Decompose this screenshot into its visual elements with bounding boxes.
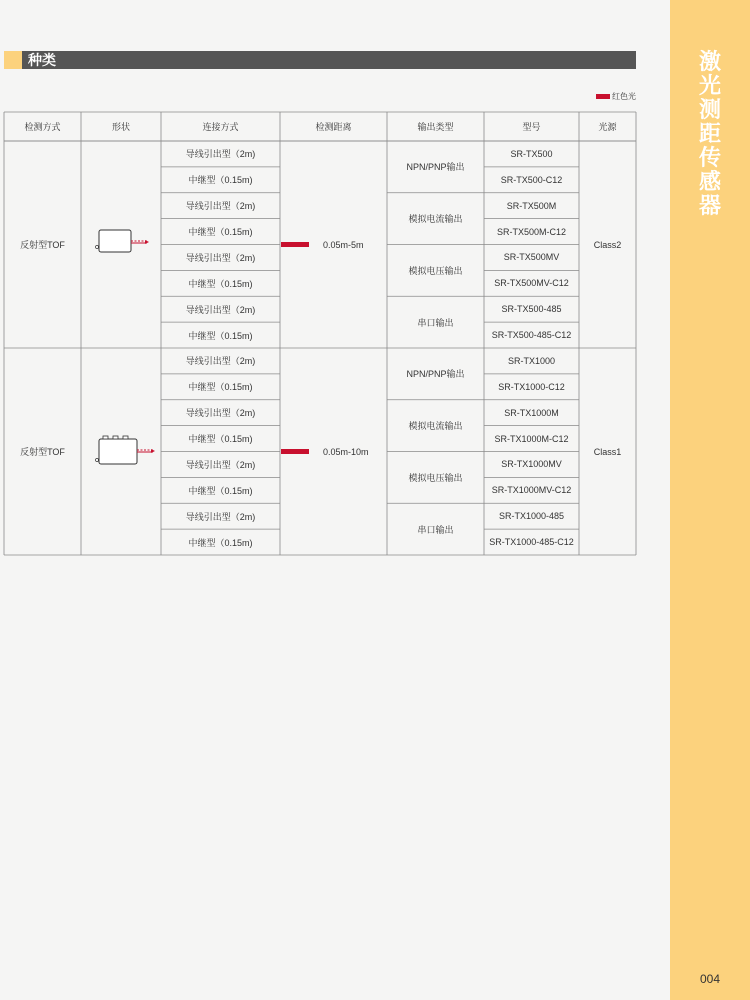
model-cell: SR-TX1000M [504, 407, 559, 418]
table-header-cell: 检测距离 [315, 122, 352, 132]
sidebar-title-char: 感 [698, 169, 721, 194]
page-number: 004 [699, 972, 721, 986]
model-cell: SR-TX1000MV [501, 459, 562, 470]
distance-red-bar [281, 449, 309, 454]
light-source-cell: Class1 [593, 446, 622, 457]
model-cell: SR-TX500MV-C12 [494, 278, 569, 289]
connection-cell: 中继型（0.15m) [188, 537, 253, 548]
connection-cell: 导线引出型（2m) [185, 511, 256, 522]
output-type-cell: 模拟电流输出 [408, 214, 463, 225]
model-cell: SR-TX1000-485-C12 [489, 537, 574, 548]
table-header-cell: 光源 [598, 122, 617, 132]
output-type-cell: 串口输出 [417, 524, 454, 535]
sidebar [670, 0, 750, 1000]
connection-cell: 导线引出型（2m) [185, 459, 256, 470]
connection-cell: 中继型（0.15m) [188, 382, 253, 393]
model-cell: SR-TX500-485 [501, 304, 562, 315]
distance-cell: 0.05m-10m [323, 446, 369, 457]
table-header-cell: 型号 [522, 122, 541, 132]
model-cell: SR-TX500M [506, 200, 557, 211]
output-type-cell: 模拟电流输出 [408, 421, 463, 432]
detection-method-cell: 反射型TOF [20, 240, 65, 250]
connection-cell: 导线引出型（2m) [185, 408, 256, 419]
model-cell: SR-TX1000-485 [498, 511, 565, 522]
model-cell: SR-TX1000-C12 [498, 381, 565, 392]
connection-cell: 中继型（0.15m) [188, 175, 253, 186]
sidebar-title [670, 50, 750, 218]
connection-cell: 导线引出型（2m) [185, 149, 256, 160]
detection-method-cell: 反射型TOF [20, 447, 65, 457]
sidebar-title-char: 光 [698, 73, 721, 98]
distance-cell: 0.05m-5m [323, 239, 364, 250]
output-type-cell: NPN/PNP输出 [406, 369, 465, 380]
legend-red-swatch [596, 94, 610, 99]
section-header-tab [4, 51, 22, 69]
output-type-cell: NPN/PNP输出 [406, 162, 465, 173]
model-cell: SR-TX1000 [507, 355, 556, 366]
section-header-bar [4, 51, 636, 69]
table-header-cell: 形状 [111, 122, 130, 132]
legend [596, 92, 636, 102]
table-header-cell: 连接方式 [202, 122, 239, 132]
sidebar-title-char: 距 [698, 121, 721, 146]
model-cell: SR-TX500MV [503, 252, 560, 263]
sidebar-title-char: 测 [698, 97, 721, 122]
distance-red-bar [281, 242, 309, 247]
sidebar-title-char: 传 [698, 145, 721, 170]
connection-cell: 导线引出型（2m) [185, 304, 256, 315]
connection-cell: 导线引出型（2m) [185, 252, 256, 263]
table-header-cell: 检测方式 [24, 122, 61, 132]
model-cell: SR-TX1000MV-C12 [491, 485, 572, 496]
connection-cell: 导线引出型（2m) [185, 201, 256, 212]
connection-cell: 中继型（0.15m) [188, 485, 253, 496]
connection-cell: 中继型（0.15m) [188, 330, 253, 341]
connection-cell: 中继型（0.15m) [188, 434, 253, 445]
output-type-cell: 模拟电压输出 [408, 265, 463, 276]
connection-cell: 中继型（0.15m) [188, 227, 253, 238]
sensor-shape-icon [93, 430, 163, 470]
connection-cell: 中继型（0.15m) [188, 278, 253, 289]
model-cell: SR-TX1000M-C12 [494, 433, 569, 444]
section-title: 种类 [28, 52, 56, 68]
connection-cell: 导线引出型（2m) [185, 356, 256, 367]
legend-label: 红色光 [612, 92, 636, 101]
table-header-cell: 输出类型 [417, 122, 454, 132]
sidebar-title-char: 器 [698, 193, 721, 218]
output-type-cell: 串口输出 [417, 317, 454, 328]
light-source-cell: Class2 [593, 239, 622, 250]
model-cell: SR-TX500-C12 [500, 174, 563, 185]
output-type-cell: 模拟电压输出 [408, 472, 463, 483]
sidebar-title-char: 激 [698, 49, 721, 74]
sensor-shape-icon [93, 223, 163, 263]
model-cell: SR-TX500M-C12 [496, 226, 567, 237]
model-cell: SR-TX500 [510, 148, 553, 159]
model-cell: SR-TX500-485-C12 [491, 330, 572, 341]
